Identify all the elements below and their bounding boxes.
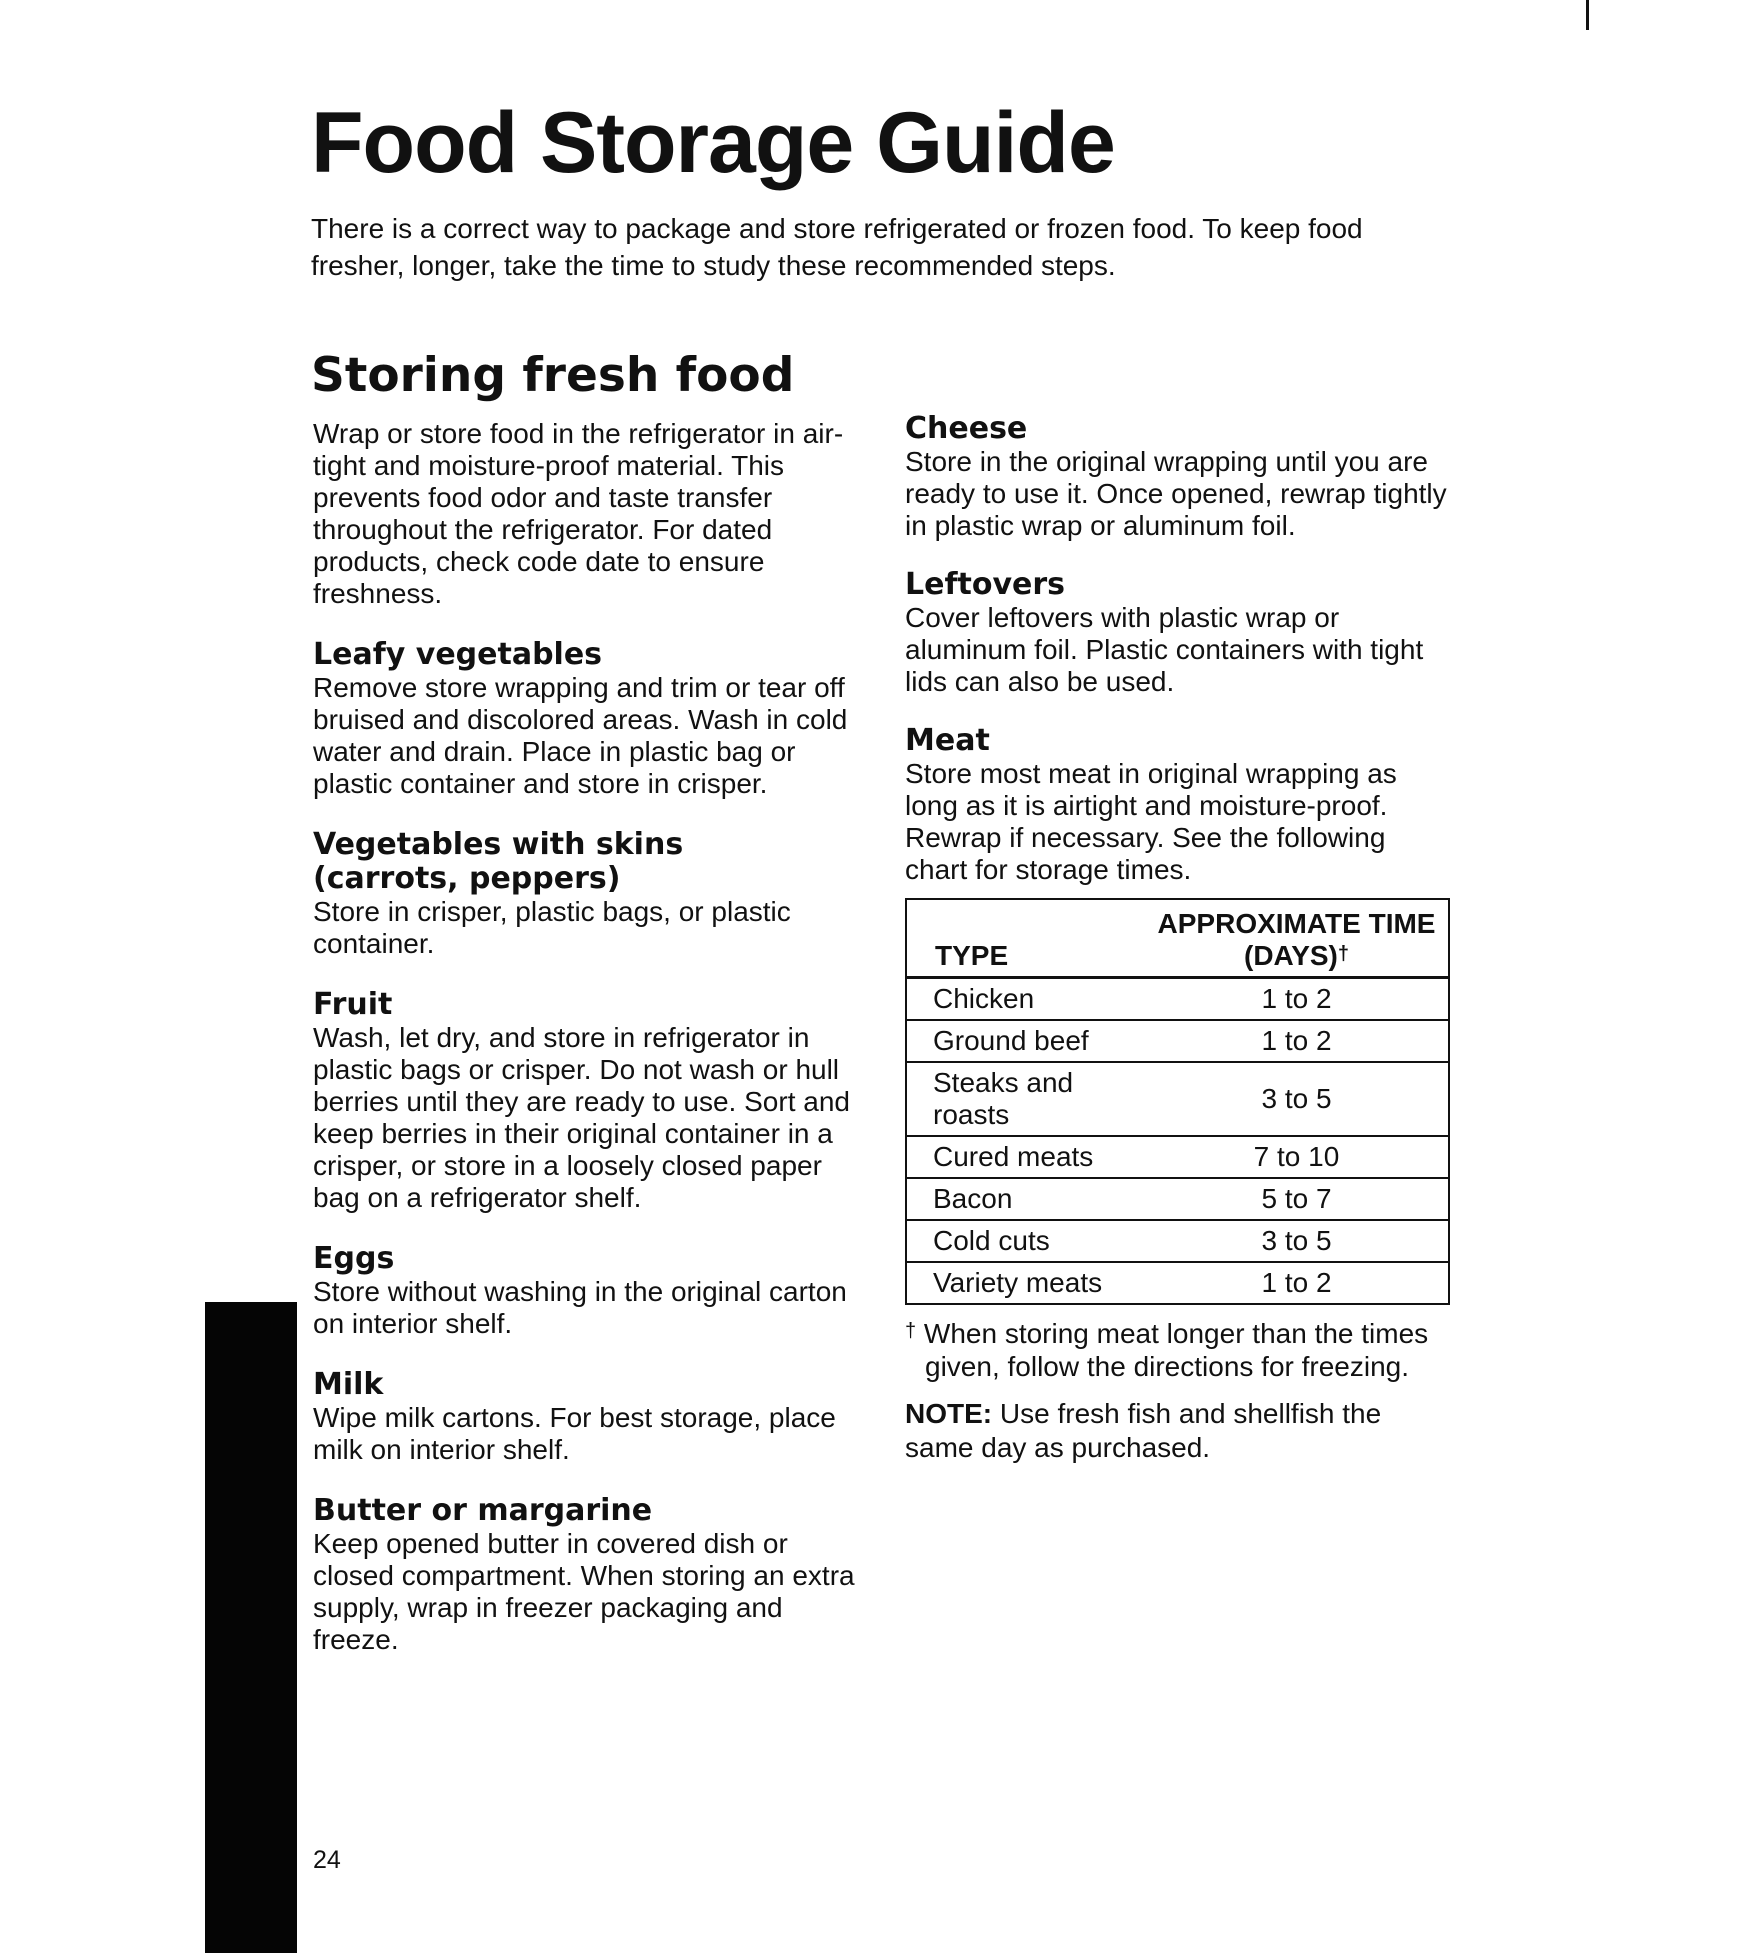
table-header-row [906, 899, 1449, 978]
vegetables-with-skins-block [313, 828, 858, 960]
table-row [906, 1220, 1449, 1262]
fruit-block [313, 988, 858, 1214]
fruit-text: Wash, let dry, and store in refrigerator in plastic bags or crisper. Do not wash or hull berries until they are ready to use. Sort and keep berries in their original container in a crisper, or store in a loosely closed paper bag on a refrigerator shelf. [313, 1022, 850, 1213]
milk-heading: Milk [313, 1367, 384, 1402]
table-row [906, 1062, 1449, 1136]
eggs-text: Store without washing in the original carton on interior shelf. [313, 1276, 847, 1339]
section-intro-block [313, 418, 858, 610]
meat-text: Store most meat in original wrapping as long as it is airtight and moisture-proof. Rewrap if necessary. See the following chart for storage times. [905, 758, 1397, 885]
dagger-mark: † [1337, 943, 1349, 965]
meat-block [905, 724, 1450, 1465]
left-column [313, 418, 858, 1656]
leafy-vegetables-text: Remove store wrapping and trim or tear off bruised and discolored areas. Wash in cold water and drain. Place in plastic bag or plastic container and store in crisper. [313, 672, 848, 799]
leftovers-block [905, 568, 1450, 698]
table-row [906, 1262, 1449, 1304]
right-column [905, 412, 1450, 1465]
meat-type-cell: Variety meats [906, 1262, 1145, 1304]
storage-time-cell: 7 to 10 [1145, 1136, 1449, 1178]
vegetables-with-skins-text: Store in crisper, plastic bags, or plastic container. [313, 896, 791, 959]
time-column-header [1145, 899, 1449, 978]
leafy-vegetables-heading: Leafy vegetables [313, 637, 603, 672]
table-footnote [905, 1317, 1450, 1383]
cheese-text: Store in the original wrapping until you are ready to use it. Once opened, rewrap tightly in plastic wrap or aluminum foil. [905, 446, 1447, 541]
table-row [906, 1178, 1449, 1220]
vegetables-with-skins-heading: Vegetables with skins (carrots, peppers) [313, 827, 684, 896]
cheese-heading: Cheese [905, 411, 1028, 446]
section-title: Storing fresh food [311, 348, 795, 403]
leafy-vegetables-block [313, 638, 858, 800]
storage-time-cell: 3 to 5 [1145, 1220, 1449, 1262]
note-text: Use fresh fish and shellfish the same day as purchased. [905, 1398, 1382, 1463]
butter-block [313, 1494, 858, 1656]
table-row [906, 978, 1449, 1021]
storage-time-cell: 1 to 2 [1145, 1262, 1449, 1304]
eggs-block [313, 1242, 858, 1340]
page-number: 24 [313, 1846, 341, 1874]
butter-text: Keep opened butter in covered dish or closed compartment. When storing an extra supply, wrap in freezer packaging and freeze. [313, 1528, 855, 1655]
meat-type-cell: Cold cuts [906, 1220, 1145, 1262]
milk-text: Wipe milk cartons. For best storage, place milk on interior shelf. [313, 1402, 836, 1465]
note [905, 1397, 1450, 1465]
meat-type-cell: Ground beef [906, 1020, 1145, 1062]
table-row [906, 1136, 1449, 1178]
storage-time-cell: 3 to 5 [1145, 1062, 1449, 1136]
storage-time-cell: 1 to 2 [1145, 978, 1449, 1021]
meat-heading: Meat [905, 723, 990, 758]
crop-mark [1586, 0, 1589, 30]
meat-type-cell: Chicken [906, 978, 1145, 1021]
type-column-header: TYPE [935, 940, 1009, 971]
leftovers-text: Cover leftovers with plastic wrap or aluminum foil. Plastic containers with tight lids can also be used. [905, 602, 1424, 697]
time-header-line2: (DAYS) [1244, 940, 1338, 971]
note-label: NOTE: [905, 1398, 993, 1429]
footnote-dagger: † [905, 1320, 917, 1342]
fruit-heading: Fruit [313, 987, 393, 1022]
butter-heading: Butter or margarine [313, 1493, 653, 1528]
time-header-line1: APPROXIMATE TIME [1157, 908, 1436, 939]
section-intro: Wrap or store food in the refrigerator in air-tight and moisture-proof material. This prevents food odor and taste transfer throughout the refrigerator. For dated products, check code date to ensure freshness. [313, 418, 844, 609]
meat-type-cell: Steaks and roasts [906, 1062, 1145, 1136]
cheese-block [905, 412, 1450, 542]
meat-type-cell: Cured meats [906, 1136, 1145, 1178]
table-row [906, 1020, 1449, 1062]
meat-storage-table [905, 898, 1450, 1305]
meat-type-cell: Bacon [906, 1178, 1145, 1220]
eggs-heading: Eggs [313, 1241, 395, 1276]
milk-block [313, 1368, 858, 1466]
footnote-text: When storing meat longer than the times given, follow the directions for freezing. [923, 1318, 1429, 1382]
page-title: Food Storage Guide [311, 95, 1115, 191]
storage-time-cell: 5 to 7 [1145, 1178, 1449, 1220]
leftovers-heading: Leftovers [905, 567, 1066, 602]
page-intro: There is a correct way to package and store refrigerated or frozen food. To keep food fresher, longer, take the time to study these recommended steps. [311, 213, 1363, 281]
side-tab [205, 1302, 297, 1953]
storage-time-cell: 1 to 2 [1145, 1020, 1449, 1062]
